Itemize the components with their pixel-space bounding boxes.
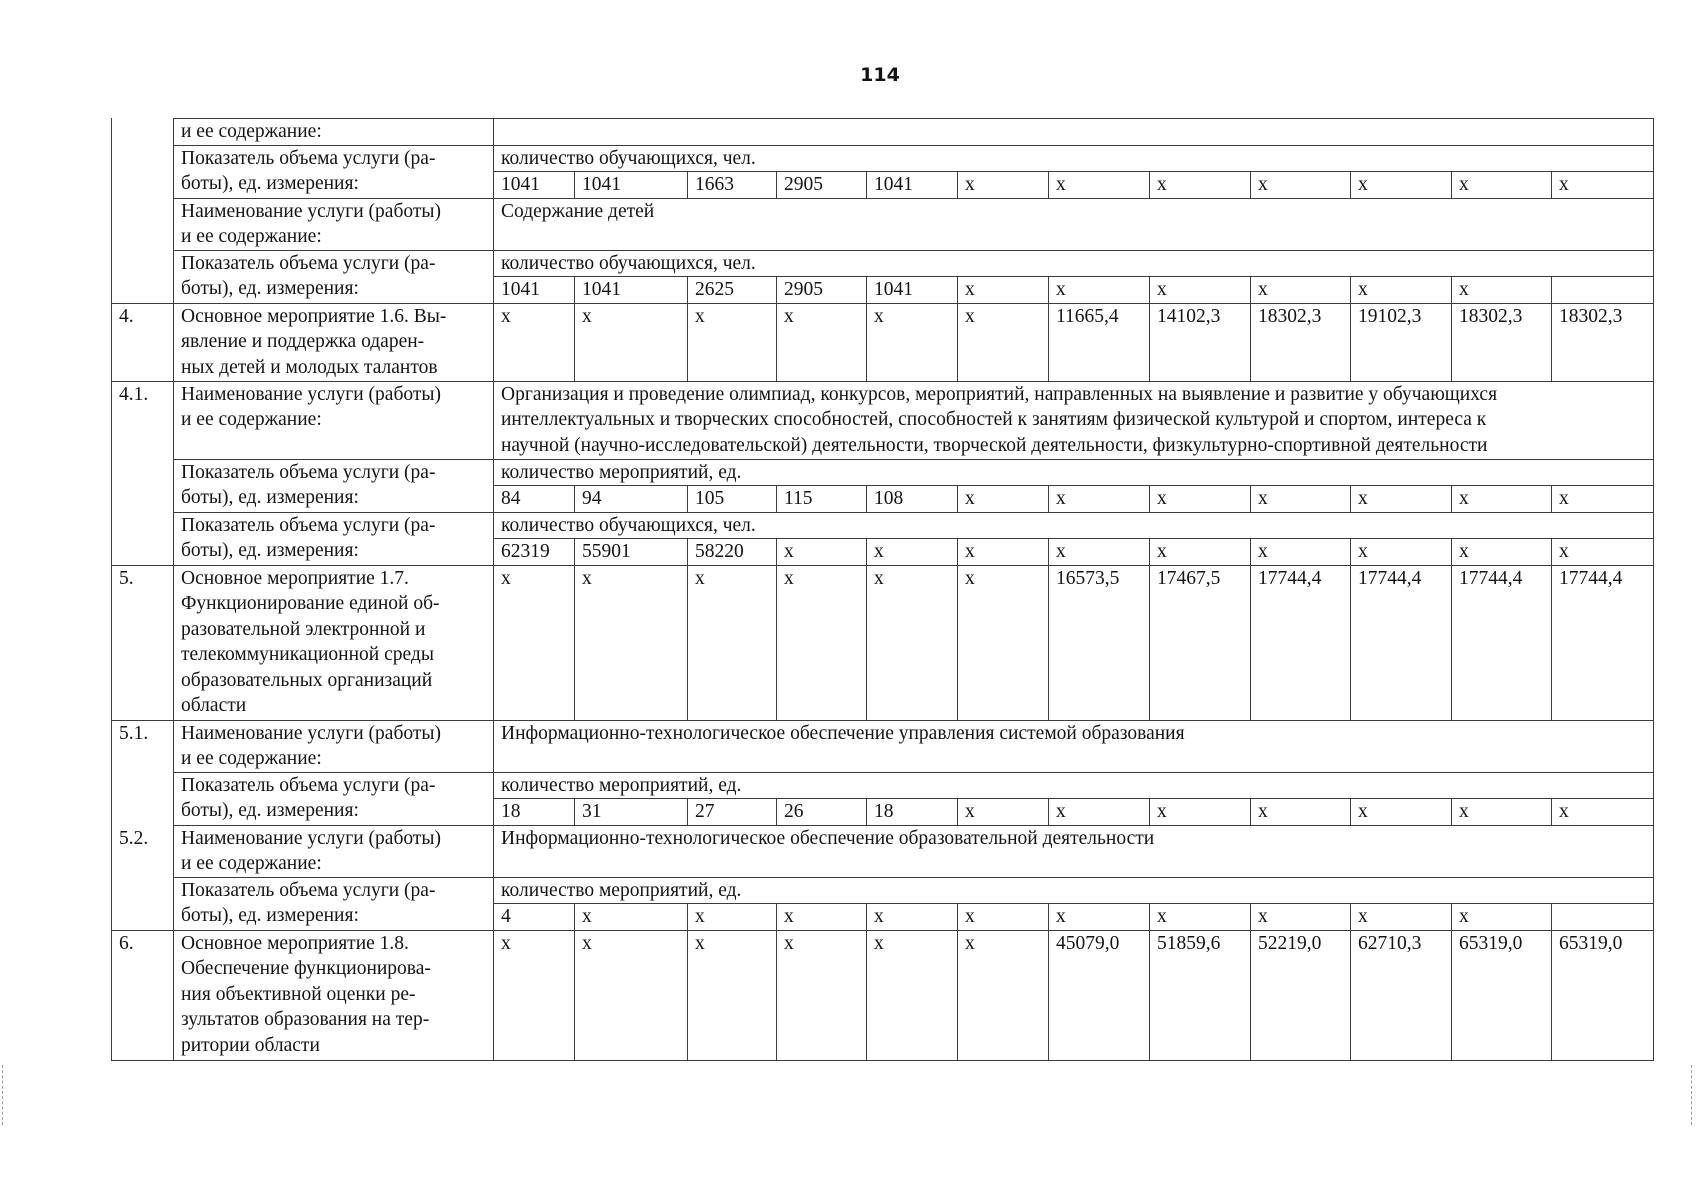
value-cell: x — [1452, 277, 1552, 304]
value-cell: x — [1049, 172, 1150, 199]
value-cell: 1041 — [575, 277, 688, 304]
value-cell: x — [494, 565, 575, 720]
value-cell: 17744,4 — [1552, 565, 1654, 720]
row-label-line: Показатель объема услуги (ра- — [181, 252, 436, 274]
value-cell: x — [1251, 277, 1351, 304]
table-row — [112, 145, 1654, 172]
value-cell: 52219,0 — [1251, 930, 1351, 1060]
value-cell: x — [1150, 277, 1251, 304]
value-cell: x — [688, 565, 777, 720]
value-cell: 2625 — [688, 277, 777, 304]
service-description-line: Информационно-технологическое обеспечение управления системой образования — [501, 722, 1185, 744]
value-cell: x — [1150, 904, 1251, 931]
value-cell: 2905 — [777, 172, 867, 199]
service-description-line: интеллектуальных и творческих способностей, способностей к занятиям физической культурой и спортом, интереса к — [501, 409, 1487, 430]
table-row — [112, 303, 1654, 381]
row-label-line: разовательной электронной и — [181, 618, 426, 640]
value-cell: 1663 — [688, 172, 777, 199]
value-cell: 1041 — [575, 172, 688, 199]
value-cell: 58220 — [688, 539, 777, 566]
row-label-line: Наименование услуги (работы) — [181, 722, 441, 744]
indicator-unit: количество мероприятий, ед. — [494, 772, 1654, 799]
value-cell: x — [1452, 172, 1552, 199]
value-cell: x — [1552, 172, 1654, 199]
value-cell: 62710,3 — [1351, 930, 1452, 1060]
indicator-unit: количество мероприятий, ед. — [494, 877, 1654, 904]
value-cell: x — [958, 277, 1049, 304]
value-cell: x — [688, 904, 777, 931]
row-label-line: Показатель объема услуги (ра- — [181, 147, 436, 169]
value-cell: 17744,4 — [1452, 565, 1552, 720]
value-cell: x — [1452, 486, 1552, 513]
row-label — [174, 119, 494, 146]
row-label-line: ритории области — [181, 1034, 320, 1056]
value-cell: x — [777, 565, 867, 720]
value-cell: x — [1150, 539, 1251, 566]
table-row — [112, 250, 1654, 277]
row-label-line: Показатель объема услуги (ра- — [181, 774, 436, 796]
value-cell: 108 — [867, 486, 958, 513]
value-cell: x — [1251, 539, 1351, 566]
row-label-line: Показатель объема услуги (ра- — [181, 514, 436, 536]
value-cell: x — [494, 930, 575, 1060]
value-cell: 1041 — [867, 172, 958, 199]
row-label-line: Функционирование единой об- — [181, 593, 440, 614]
value-cell: 65319,0 — [1552, 930, 1654, 1060]
value-cell: 31 — [575, 799, 688, 826]
value-cell: x — [777, 930, 867, 1060]
value-cell: x — [1049, 539, 1150, 566]
table-row — [112, 381, 1654, 459]
row-label-line: зультатов образования на тер- — [181, 1009, 430, 1030]
value-cell: x — [867, 904, 958, 931]
value-cell: x — [1049, 799, 1150, 826]
table-row — [112, 877, 1654, 904]
value-cell: 18302,3 — [1552, 303, 1654, 381]
value-cell: 4 — [494, 904, 575, 931]
value-cell: 18 — [867, 799, 958, 826]
value-cell: 94 — [575, 486, 688, 513]
row-label-line: Наименование услуги (работы) — [181, 827, 441, 849]
row-label-line: Основное мероприятие 1.6. Вы- — [181, 305, 447, 327]
page-number: 114 — [860, 64, 900, 86]
service-description-line: Содержание детей — [501, 200, 655, 222]
row-label-line: телекоммуникационной среды — [181, 644, 434, 665]
value-cell: x — [575, 565, 688, 720]
table-row — [112, 565, 1654, 720]
row-label-line: и ее содержание: — [181, 121, 322, 142]
table-row — [112, 720, 1654, 772]
scan-edge-right — [1691, 1065, 1695, 1125]
row-label-line: боты), ед. измерения: — [181, 487, 359, 508]
value-cell: x — [1351, 486, 1452, 513]
value-cell: x — [958, 486, 1049, 513]
value-cell: x — [958, 904, 1049, 931]
row-label-line: явление и поддержка одарен- — [181, 331, 425, 352]
row-index: 6. — [112, 930, 174, 1060]
value-cell: x — [867, 930, 958, 1060]
value-cell: x — [688, 930, 777, 1060]
row-index — [112, 198, 174, 250]
row-label — [174, 303, 494, 381]
row-index: 4. — [112, 303, 174, 381]
service-description — [494, 198, 1654, 250]
value-cell: x — [958, 799, 1049, 826]
value-cell: x — [1351, 172, 1452, 199]
value-cell: x — [1452, 539, 1552, 566]
table-row — [112, 825, 1654, 877]
value-cell: 18302,3 — [1452, 303, 1552, 381]
row-label — [174, 381, 494, 459]
value-cell: x — [575, 930, 688, 1060]
service-description — [494, 825, 1654, 877]
value-cell: x — [1552, 799, 1654, 826]
value-cell: x — [777, 303, 867, 381]
row-label — [174, 145, 494, 198]
value-cell — [1552, 904, 1654, 931]
value-cell: 14102,3 — [1150, 303, 1251, 381]
value-cell: x — [1351, 904, 1452, 931]
row-label-line: Обеспечение функционирова- — [181, 958, 431, 979]
value-cell: x — [1351, 539, 1452, 566]
value-cell: 27 — [688, 799, 777, 826]
table-row — [112, 459, 1654, 486]
value-cell: x — [1552, 539, 1654, 566]
value-cell: 18302,3 — [1251, 303, 1351, 381]
value-cell: x — [958, 539, 1049, 566]
row-label — [174, 250, 494, 303]
service-description — [494, 119, 1654, 146]
value-cell: 1041 — [494, 172, 575, 199]
value-cell: 17744,4 — [1251, 565, 1351, 720]
row-label-line: и ее содержание: — [181, 748, 322, 769]
table-row — [112, 119, 1654, 146]
row-index — [112, 772, 174, 825]
row-label-line: ных детей и молодых талантов — [181, 356, 438, 378]
service-description-line: Организация и проведение олимпиад, конкурсов, мероприятий, направленных на выявление и развитие у обучающихся — [501, 383, 1498, 405]
value-cell: x — [958, 172, 1049, 199]
value-cell: 2905 — [777, 277, 867, 304]
indicator-unit: количество обучающихся, чел. — [494, 145, 1654, 172]
value-cell: x — [1452, 799, 1552, 826]
row-label — [174, 877, 494, 930]
value-cell: x — [1552, 486, 1654, 513]
value-cell — [1552, 277, 1654, 304]
value-cell: x — [1049, 486, 1150, 513]
service-description — [494, 381, 1654, 459]
value-cell: 1041 — [494, 277, 575, 304]
value-cell: x — [1351, 277, 1452, 304]
value-cell: x — [1251, 172, 1351, 199]
row-label-line: и ее содержание: — [181, 853, 322, 874]
scan-edge-left — [2, 1065, 6, 1125]
value-cell: 17744,4 — [1351, 565, 1452, 720]
row-index — [112, 459, 174, 512]
value-cell: 65319,0 — [1452, 930, 1552, 1060]
value-cell: x — [1251, 904, 1351, 931]
row-label — [174, 459, 494, 512]
row-label-line: боты), ед. измерения: — [181, 800, 359, 821]
value-cell: 19102,3 — [1351, 303, 1452, 381]
value-cell: 26 — [777, 799, 867, 826]
row-label-line: Наименование услуги (работы) — [181, 200, 441, 222]
service-description — [494, 720, 1654, 772]
value-cell: 11665,4 — [1049, 303, 1150, 381]
row-label — [174, 772, 494, 825]
row-index: 5.2. — [112, 825, 174, 877]
value-cell: x — [1452, 904, 1552, 931]
value-cell: x — [958, 930, 1049, 1060]
value-cell: x — [777, 539, 867, 566]
row-label-line: образовательных организаций — [181, 669, 433, 691]
row-index — [112, 512, 174, 565]
value-cell: x — [958, 565, 1049, 720]
row-label-line: Наименование услуги (работы) — [181, 383, 441, 405]
row-index — [112, 119, 174, 146]
value-cell: x — [494, 303, 575, 381]
row-label-line: боты), ед. измерения: — [181, 540, 359, 561]
row-label-line: и ее содержание: — [181, 226, 322, 247]
table-row — [112, 198, 1654, 250]
value-cell: x — [1150, 486, 1251, 513]
row-index — [112, 250, 174, 303]
value-cell: 51859,6 — [1150, 930, 1251, 1060]
value-cell: 45079,0 — [1049, 930, 1150, 1060]
table-row — [112, 930, 1654, 1060]
row-label-line: Показатель объема услуги (ра- — [181, 461, 436, 483]
row-label — [174, 825, 494, 877]
row-label-line: боты), ед. измерения: — [181, 278, 359, 299]
value-cell: x — [867, 565, 958, 720]
value-cell: x — [575, 303, 688, 381]
value-cell: 84 — [494, 486, 575, 513]
row-label-line: и ее содержание: — [181, 409, 322, 430]
value-cell: x — [958, 303, 1049, 381]
row-label-line: Основное мероприятие 1.8. — [181, 932, 409, 954]
value-cell: 16573,5 — [1049, 565, 1150, 720]
row-label-line: Основное мероприятие 1.7. — [181, 567, 409, 589]
row-index: 5.1. — [112, 720, 174, 772]
row-label — [174, 512, 494, 565]
value-cell: 1041 — [867, 277, 958, 304]
service-description-line: научной (научно-исследовательской) деятельности, творческой деятельности, физкультурно-спортивной деятельности — [501, 434, 1488, 456]
value-cell: 18 — [494, 799, 575, 826]
value-cell: x — [1351, 799, 1452, 826]
program-indicators-table — [111, 118, 1654, 1061]
row-label-line: Показатель объема услуги (ра- — [181, 879, 436, 901]
table-row — [112, 772, 1654, 799]
value-cell: 115 — [777, 486, 867, 513]
row-label-line: боты), ед. измерения: — [181, 173, 359, 194]
row-label-line: ния объективной оценки ре- — [181, 983, 416, 1005]
row-index: 4.1. — [112, 381, 174, 459]
row-label — [174, 930, 494, 1060]
row-index — [112, 145, 174, 198]
value-cell: x — [1150, 172, 1251, 199]
row-label-line: области — [181, 695, 247, 716]
value-cell: x — [1049, 277, 1150, 304]
row-index — [112, 877, 174, 930]
value-cell: 105 — [688, 486, 777, 513]
indicator-unit: количество обучающихся, чел. — [494, 512, 1654, 539]
indicator-unit: количество мероприятий, ед. — [494, 459, 1654, 486]
value-cell: x — [867, 539, 958, 566]
value-cell: x — [1251, 486, 1351, 513]
row-label-line: боты), ед. измерения: — [181, 905, 359, 926]
value-cell: x — [777, 904, 867, 931]
value-cell: x — [867, 303, 958, 381]
row-label — [174, 198, 494, 250]
value-cell: 62319 — [494, 539, 575, 566]
table-row — [112, 512, 1654, 539]
indicator-unit: количество обучающихся, чел. — [494, 250, 1654, 277]
value-cell: x — [1150, 799, 1251, 826]
value-cell: x — [575, 904, 688, 931]
value-cell: x — [1251, 799, 1351, 826]
row-label — [174, 565, 494, 720]
service-description-line: Информационно-технологическое обеспечение образовательной деятельности — [501, 827, 1155, 849]
row-label — [174, 720, 494, 772]
value-cell: x — [688, 303, 777, 381]
value-cell: 55901 — [575, 539, 688, 566]
value-cell: x — [1049, 904, 1150, 931]
row-index: 5. — [112, 565, 174, 720]
value-cell: 17467,5 — [1150, 565, 1251, 720]
